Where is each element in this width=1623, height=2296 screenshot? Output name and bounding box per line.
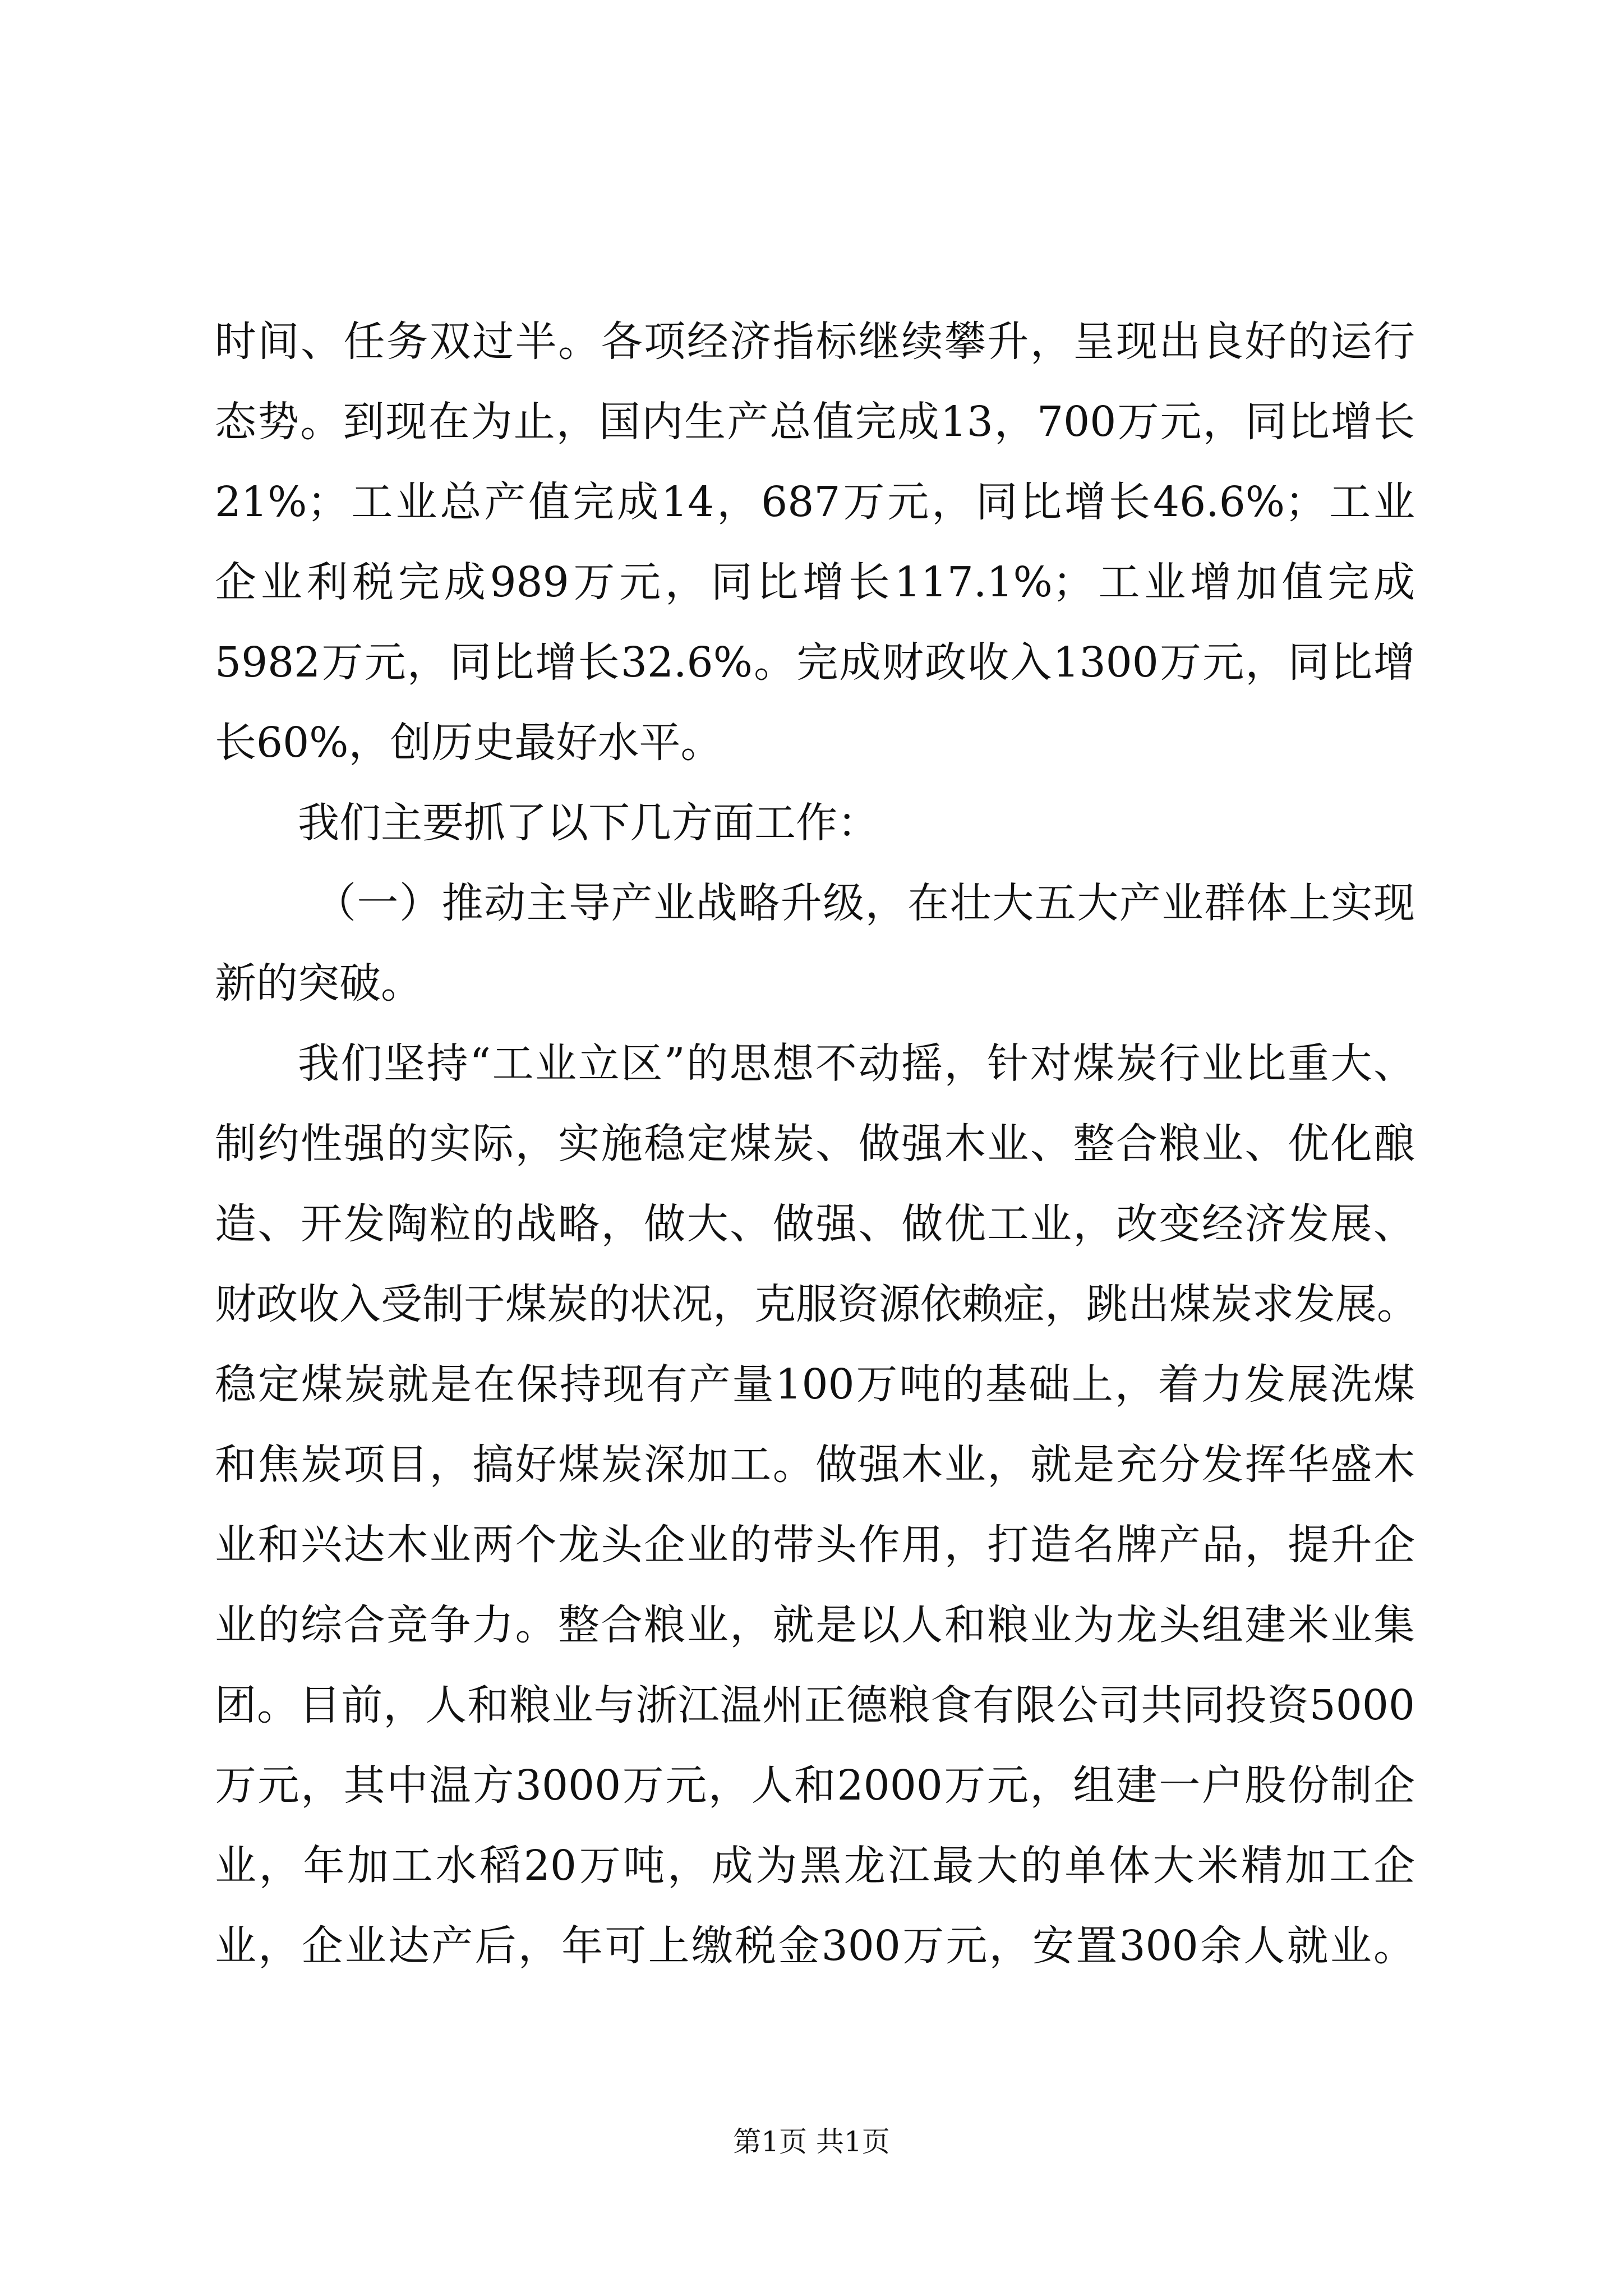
text-line: 业，年加工水稻20万吨，成为黑龙江最大的单体大米精加工企 bbox=[215, 1842, 1415, 1890]
text-line: 团。目前，人和粮业与浙江温州正德粮食有限公司共同投资5000 bbox=[215, 1681, 1415, 1729]
text-line: 长60%，创历史最好水平。 bbox=[215, 719, 722, 767]
text-line: 制约性强的实际，实施稳定煤炭、做强木业、整合粮业、优化酿 bbox=[215, 1120, 1415, 1168]
text-line: 财政收入受制于煤炭的状况，克服资源依赖症，跳出煤炭求发展。 bbox=[215, 1280, 1418, 1328]
text-line: 造、开发陶粒的战略，做大、做强、做优工业，改变经济发展、 bbox=[215, 1200, 1415, 1248]
text-line: 时间、任务双过半。各项经济指标继续攀升，呈现出良好的运行 bbox=[215, 318, 1415, 366]
text-line: 我们主要抓了以下几方面工作： bbox=[298, 799, 879, 847]
text-line: 稳定煤炭就是在保持现有产量100万吨的基础上，着力发展洗煤 bbox=[215, 1360, 1415, 1409]
text-line: 和焦炭项目，搞好煤炭深加工。做强木业，就是充分发挥华盛木 bbox=[215, 1441, 1415, 1489]
text-line: 21%；工业总产值完成14，687万元，同比增长46.6%；工业 bbox=[215, 478, 1415, 526]
page-number-label: 第1页 共1页 bbox=[733, 2125, 890, 2158]
text-line: 业，企业达产后，年可上缴税金300万元，安置300余人就业。 bbox=[215, 1922, 1415, 1970]
text-line: 业和兴达木业两个龙头企业的带头作用，打造名牌产品，提升企 bbox=[215, 1521, 1415, 1569]
page-footer bbox=[0, 2125, 1623, 2159]
text-line: 我们坚持“工业立区”的思想不动摇，针对煤炭行业比重大、 bbox=[298, 1039, 1415, 1088]
text-line: 企业利税完成989万元，同比增长117.1%；工业增加值完成 bbox=[215, 558, 1415, 606]
text-line: （一）推动主导产业战略升级，在壮大五大产业群体上实现 bbox=[315, 879, 1415, 927]
text-line: 业的综合竞争力。整合粮业，就是以人和粮业为龙头组建米业集 bbox=[215, 1601, 1415, 1649]
text-line: 万元，其中温方3000万元，人和2000万元，组建一户股份制企 bbox=[215, 1761, 1415, 1810]
document-body bbox=[215, 302, 1418, 1986]
text-line: 5982万元，同比增长32.6%。完成财政收入1300万元，同比增 bbox=[215, 638, 1415, 687]
text-line: 新的突破。 bbox=[215, 959, 422, 1007]
text-line: 态势。到现在为止，国内生产总值完成13，700万元，同比增长 bbox=[215, 398, 1415, 446]
